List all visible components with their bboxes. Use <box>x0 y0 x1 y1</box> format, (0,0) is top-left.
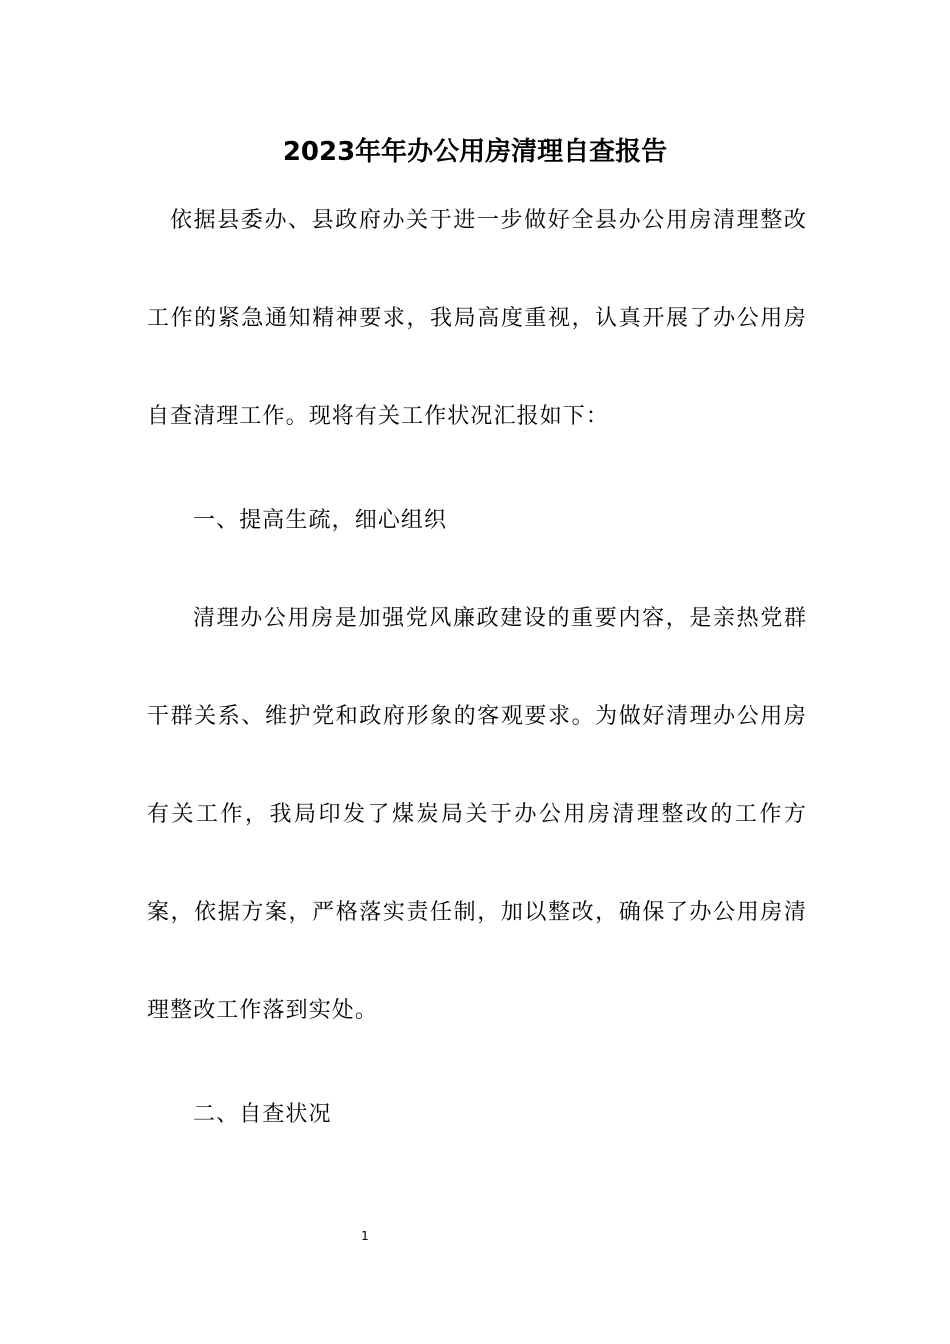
page-number: 1 <box>361 1229 369 1243</box>
section-heading-1: 一、提高生疏，细心组织 <box>193 508 448 533</box>
section-heading-2: 二、自查状况 <box>193 1102 332 1127</box>
intro-paragraph: 依据县委办、县政府办关于进一步做好全县办公用房清理整改工作的紧急通知精神要求，我局高度重视，认真开展了办公用房自查清理工作。现将有关工作状况汇报如下： <box>147 208 807 429</box>
page-title: 2023年年办公用房清理自查报告 <box>282 137 668 167</box>
section-1-paragraph: 清理办公用房是加强党风廉政建设的重要内容，是亲热党群干群关系、维护党和政府形象的客观要求。为做好清理办公用房有关工作，我局印发了煤炭局关于办公用房清理整改的工作方案，依据方案，严格落实责任制，加以整改，确保了办公用房清理整改工作落到实处。 <box>147 606 807 1023</box>
